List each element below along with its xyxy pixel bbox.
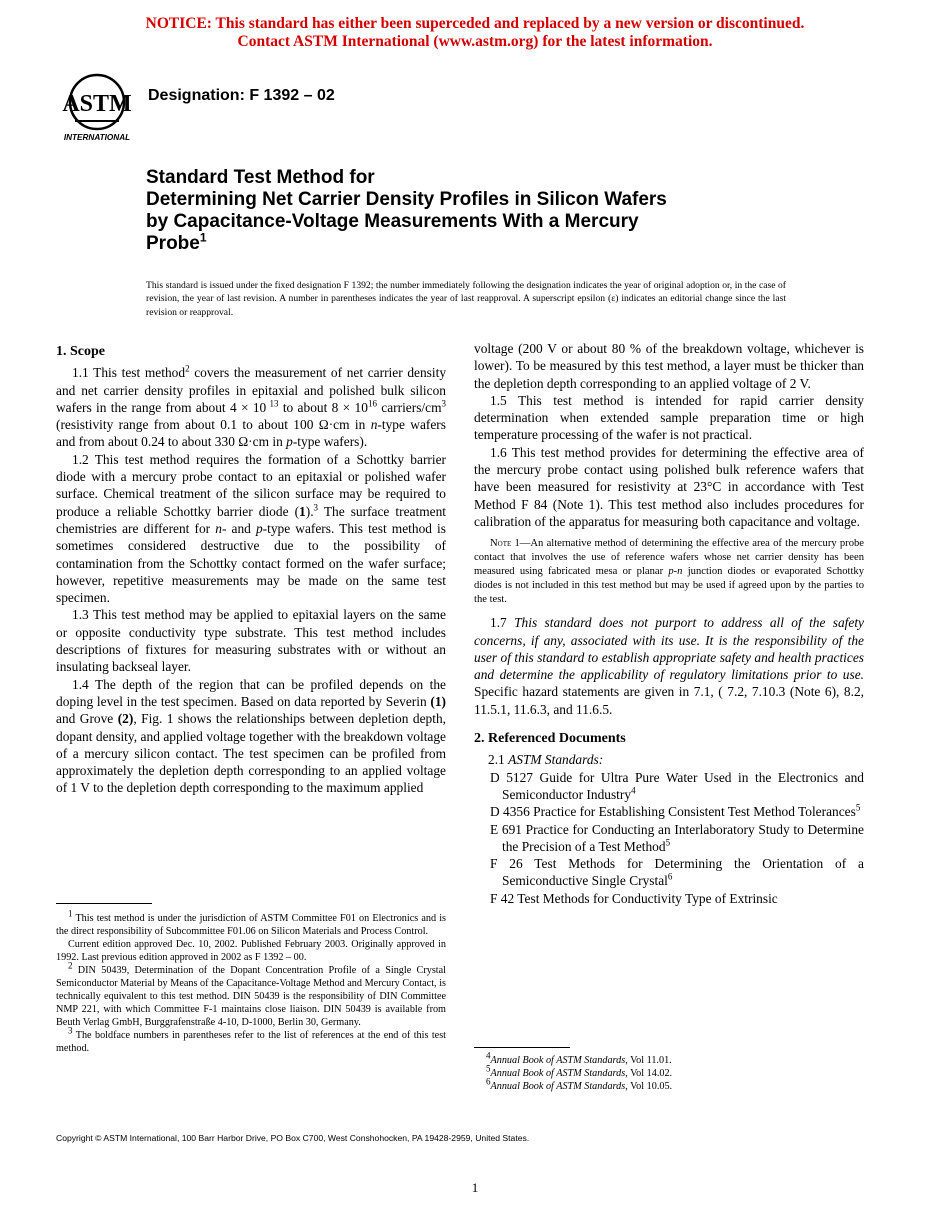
section-heading-referenced-documents: 2. Referenced Documents xyxy=(474,731,626,747)
footnote-1-dates: Current edition approved Dec. 10, 2002. Published February 2003. Originally approved in 1992. Last previous edition approved in 2002 as F 1392 – 00. xyxy=(56,939,446,963)
ref-item: D 4356 Practice for Establishing Consistent Test Method Tolerances$^5$ xyxy=(490,802,861,820)
discontinued-notice xyxy=(0,15,950,51)
ref-item: F 26 Test Methods for Determining the Orientation of a Semiconductive Single Crystal$^6$ xyxy=(490,856,864,889)
title-line-2: Determining Net Carrier Density Profiles in Silicon Wafers xyxy=(146,189,667,210)
document-title xyxy=(146,167,846,255)
copyright-line: Copyright © ASTM International, 100 Barr Harbor Drive, PO Box C700, West Conshohocken, PA 19428-2959, United States. xyxy=(56,1133,530,1143)
designation: Designation: F 1392 – 02 xyxy=(148,87,335,104)
left-column xyxy=(56,340,446,797)
para-1-1: 1.1 This test method$^2$ covers the measurement of net carrier density and net carrier density profiles in epitaxial and polished bulk silicon wafers in the range from about 4 × 10 $^{13}$ to about $8 \times 10^{16}$ carriers/$cm^3$ (resistivity range from about 0.1 to about 100 Ω·cm in n-type wafers and from about 0.24 to about 330 Ω·cm in p-type wafers). xyxy=(56,363,447,450)
issuance-statement: This standard is issued under the fixed designation F 1392; the number immediately following the designation indicates the year of original adoption or, in the case of revision, the year of last revision. A number in parentheses indicates the year of last reapproval. A superscript epsilon (ε) indicates an editorial change since the last revision or reapproval. xyxy=(146,280,786,318)
title-line-1: Standard Test Method for xyxy=(146,167,375,188)
title-line-3: by Capacitance-Voltage Measurements With a Mercury xyxy=(146,211,639,232)
footnote-3: $^3$ The boldface numbers in parentheses refer to the list of references at the end of this test method. xyxy=(56,1025,446,1054)
para-1-4: 1.4 The depth of the region that can be profiled depends on the doping level in the test specimen. Based on data reported by Severin (1) and Grove (2), Fig. 1 shows the relationships between depletion depth, dopant density, and applied voltage together with the breakdown voltage of a mercury silicon contact. The test specimen can be profiled from approximately the depletion depth corresponding to an applied voltage of 1 V to the depletion depth corresponding to the maximum applied xyxy=(56,676,446,796)
footnote-5: $^5$Annual Book of ASTM Standards, Vol 14.02. xyxy=(486,1063,673,1079)
para-1-6: 1.6 This test method provides for determining the effective area of the mercury probe contact using polished bulk reference wafers that have been measured for resistivity at 23°C in accordance with Test Method F 84 (Note 1). This test method also includes procedures for calibration of the apparatus for measuring both capacitance and voltage. xyxy=(474,444,864,529)
footnotes-left xyxy=(56,908,446,1055)
para-1-5: 1.5 This test method is intended for rapid carrier density determination when extended sample preparation time or high temperature processing of the wafer is not practical. xyxy=(474,392,864,443)
para-1-7: 1.7 This standard does not purport to address all of the safety concerns, if any, associated with its use. It is the responsibility of the user of this standard to establish appropriate safety and health practices and determine the applicability of regulatory limitations prior to use. Specific hazard statements are given in 7.1, ( 7.2, 7.10.3 (Note 6), 8.2, 11.5.1, 11.6.3, and 11.6.5. xyxy=(474,615,865,717)
logo-mark-text: ASTM xyxy=(62,91,132,117)
title-footnote-mark: 1 xyxy=(199,230,207,245)
footnote-1: $^1$ This test method is under the jurisdiction of ASTM Committee F01 on Electronics and is the direct responsibility of Subcommittee F01.06 on Silicon Materials and Process Control. xyxy=(56,908,446,937)
para-1-4-continued: voltage (200 V or about 80 % of the breakdown voltage, whichever is lower). To be measured by this test method, a layer must be thicker than the depletion depth corresponding to an applied voltage of 2 V. xyxy=(474,341,864,391)
footnotes-right xyxy=(474,1050,864,1093)
notice-line-2: Contact ASTM International (www.astm.org) for the latest information. xyxy=(237,33,713,50)
para-1-2: 1.2 This test method requires the formation of a Schottky barrier diode with a mercury probe contact to an epitaxial or polished wafer surface. Chemical treatment of the silicon surface may be required to produce a reliable Schottky barrier diode (1).$^3$ The surface treatment chemistries are different for n- and p-type wafers. This test method is sometimes considered destructive due to the possibility of contamination from the Schottky contact formed on the wafer surface; however, repetitive measurements may be made on the same test specimen. xyxy=(56,451,446,606)
notice-line-1: NOTICE: This standard has either been superceded and replaced by a new version or discontinued. xyxy=(145,15,805,32)
page-number: 1 xyxy=(471,1180,479,1195)
footnote-rule-left xyxy=(56,903,152,904)
title-line-4: Probe$^1$ xyxy=(146,230,207,254)
ref-item: D 5127 Guide for Ultra Pure Water Used in the Electronics and Semiconductor Industry$^4$ xyxy=(490,769,864,802)
footnote-2: $^2$ DIN 50439, Determination of the Dopant Concentration Profile of a Single Crystal Semiconductor Material by Means of the Capacitance-Voltage Method and Mercury Contact, is technically equivalent to this test method. DIN 50439 is the responsibility of DIN Committee NMP 221, with which Committee F-1 maintains close liaison. DIN 50439 is available from Beuth Verlag GmbH, Burggrafenstraße 4-10, D-1000, Berlin 30, Germany. xyxy=(56,960,446,1028)
para-1-3: 1.3 This test method may be applied to epitaxial layers on the same or opposite conductivity type substrate. This test method includes descriptions of fixtures for measuring substrates with or without an insulating backseal layer. xyxy=(56,607,446,675)
footnote-4: $^4$Annual Book of ASTM Standards, Vol 11.01. xyxy=(486,1050,672,1066)
ref-item: E 691 Practice for Conducting an Interlaboratory Study to Determine the Precision of a Test Method$^5$ xyxy=(490,821,864,854)
footnote-rule-right xyxy=(474,1047,570,1048)
subsection-astm-standards: 2.1 ASTM Standards: xyxy=(488,752,604,768)
footnote-6: $^6$Annual Book of ASTM Standards, Vol 10.05. xyxy=(486,1076,673,1092)
note-1: Note 1—An alternative method of determining the effective area of the mercury probe contact that involves the use of reference wafers whose net carrier density has been measured using fabricated mesa or planar p-n junction diodes or evaporated Schottky diodes is not included in this test method but may be used if agreed upon by the parties to the test. xyxy=(474,538,864,606)
logo-sub-text: INTERNATIONAL xyxy=(63,133,131,142)
right-column xyxy=(474,340,864,907)
astm-logo xyxy=(57,71,137,143)
section-heading-scope: 1. Scope xyxy=(56,344,105,359)
ref-item: F 42 Test Methods for Conductivity Type of Extrinsic xyxy=(490,890,778,906)
